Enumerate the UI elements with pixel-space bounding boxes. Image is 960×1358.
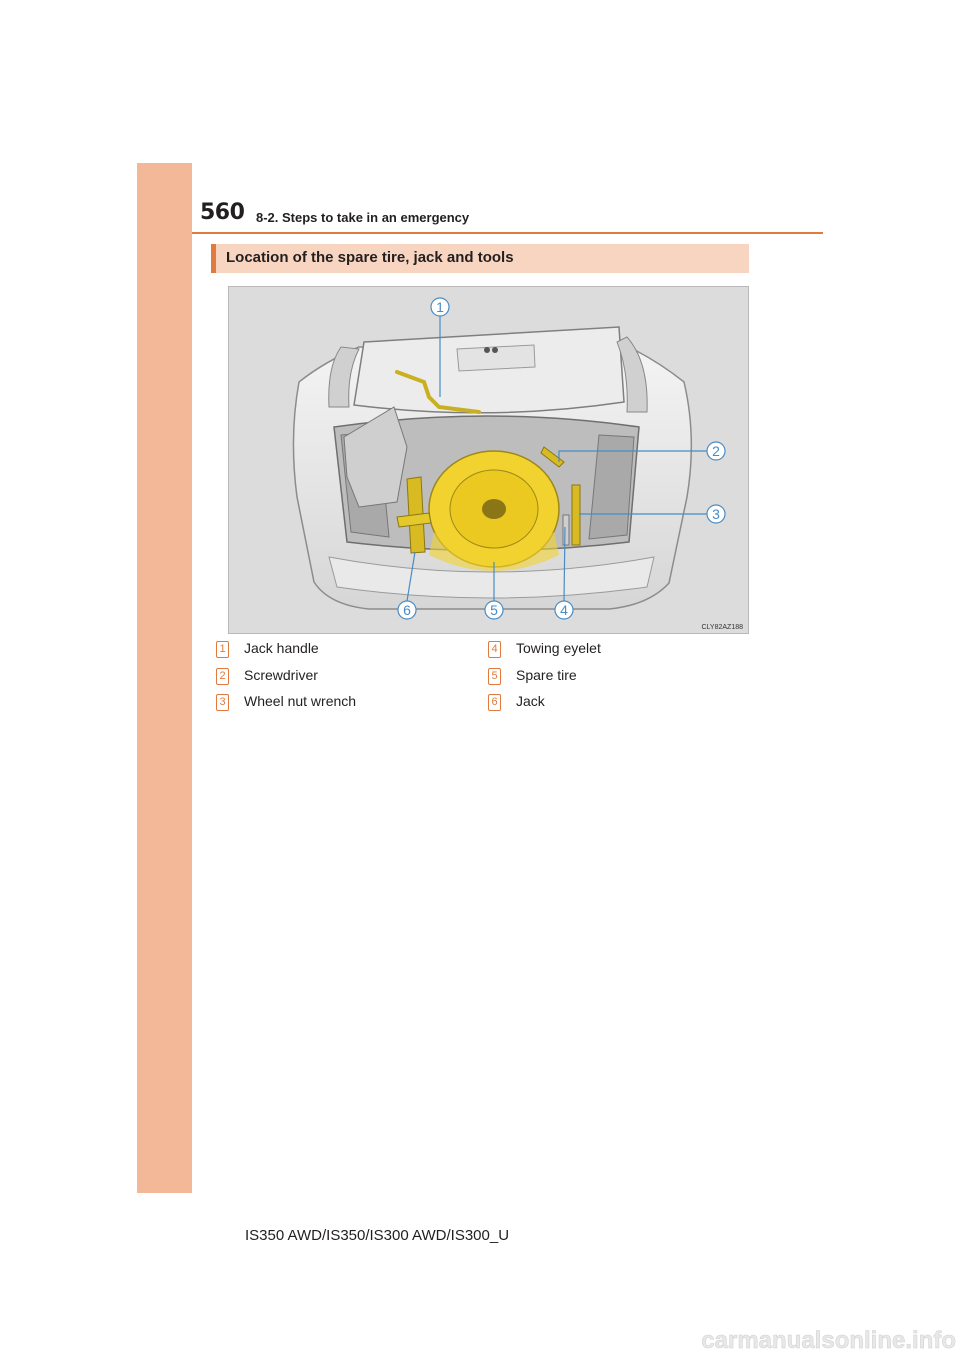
section-heading (211, 244, 749, 273)
callout-2-number: 2 (712, 443, 720, 459)
chapter-side-tab (137, 163, 192, 1193)
wheel-nut-wrench (572, 485, 580, 545)
legend-label: Screwdriver (244, 667, 318, 683)
legend-label: Spare tire (516, 667, 577, 683)
section-heading-text: Location of the spare tire, jack and tools (226, 249, 514, 266)
callout-6 (398, 601, 416, 619)
watermark-logo (660, 1322, 960, 1358)
callout-5-number: 5 (490, 602, 498, 618)
legend-number: 1 (216, 641, 229, 658)
watermark-text: carmanualsonline.info (701, 1327, 956, 1354)
legend-label: Towing eyelet (516, 640, 601, 656)
callout-4-number: 4 (560, 602, 568, 618)
legend-label: Jack (516, 693, 545, 709)
callout-2 (707, 442, 725, 460)
figure-code: CLY82AZ188 (701, 624, 743, 631)
towing-eyelet (563, 515, 569, 545)
lid-latch-right (492, 347, 498, 353)
trunk-illustration-svg (229, 287, 749, 634)
legend-number: 2 (216, 668, 229, 685)
legend-number: 5 (488, 668, 501, 685)
legend-number: 6 (488, 694, 501, 711)
callout-6-number: 6 (403, 602, 411, 618)
legend-label: Wheel nut wrench (244, 693, 357, 709)
callout-5 (485, 601, 503, 619)
callout-1-number: 1 (436, 299, 444, 315)
legend-label: Jack handle (244, 640, 319, 656)
lid-latch-left (484, 347, 490, 353)
running-head: 8-2. Steps to take in an emergency (256, 210, 470, 225)
callout-3-number: 3 (712, 506, 720, 522)
callout-4 (555, 601, 573, 619)
header-rule (192, 232, 823, 234)
footer-model-line: IS350 AWD/IS350/IS300 AWD/IS300_U (245, 1227, 510, 1244)
trunk-illustration (228, 286, 749, 634)
callout-3 (707, 505, 725, 523)
page-number: 560 (200, 200, 245, 225)
legend-number: 3 (216, 694, 229, 711)
legend-number: 4 (488, 641, 501, 658)
callout-1 (431, 298, 449, 316)
spare-tire-hub (482, 499, 506, 519)
